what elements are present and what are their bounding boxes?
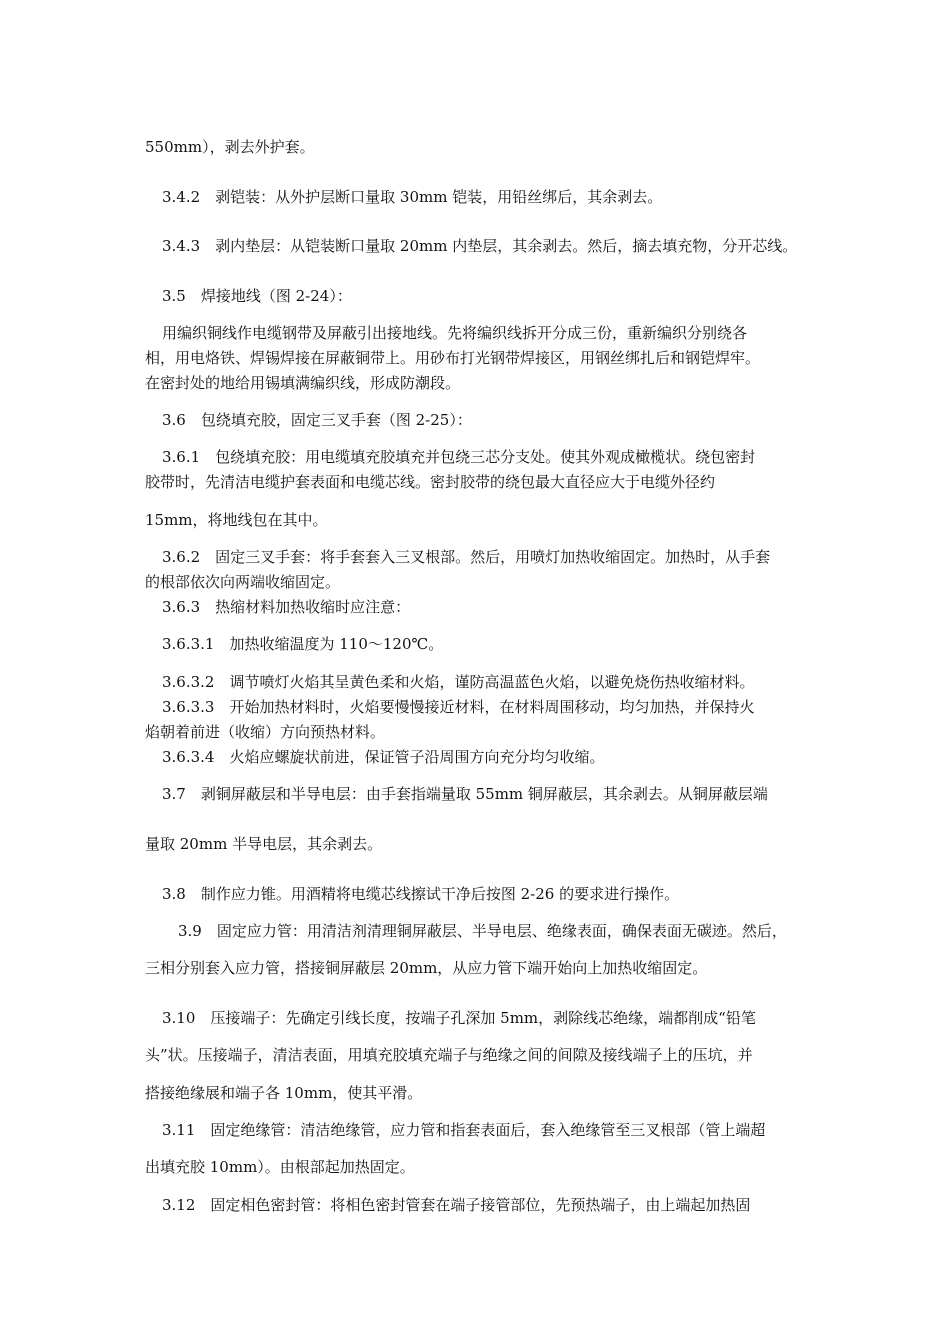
clause-3-11: 3.11 固定绝缘管：清洁绝缘管，应力管和指套表面后，套入绝缘管至三叉根部（管上端超 [162, 1121, 766, 1139]
text-line: 量取 20mm 半导电层，其余剥去。 [145, 835, 383, 853]
text-line: 的根部依次向两端收缩固定。 [145, 573, 341, 591]
text-line: 焰朝着前进（收缩）方向预热材料。 [145, 723, 386, 741]
text-line: 相，用电烙铁、焊锡焊接在屏蔽铜带上。用砂布打光钢带焊接区，用钢丝绑扎后和钢铠焊牢。 [145, 349, 761, 367]
clause-3-10: 3.10 压接端子：先确定引线长度，按端子孔深加 5mm，剥除线芯绝缘，端都削成“铅笔 [162, 1009, 756, 1027]
clause-3-6-3: 3.6.3 热缩材料加热收缩时应注意： [162, 598, 411, 616]
clause-3-6-2: 3.6.2 固定三叉手套：将手套套入三叉根部。然后，用喷灯加热收缩固定。加热时，从手套 [162, 548, 771, 566]
clause-3-6-3-2: 3.6.3.2 调节喷灯火焰其呈黄色柔和火焰，谨防高温蓝色火焰，以避免烧伤热收缩材料。 [162, 673, 755, 691]
clause-3-5: 3.5 焊接地线（图 2-24）： [162, 287, 352, 305]
clause-3-7: 3.7 剥铜屏蔽层和半导电层：由手套指端量取 55mm 铜屏蔽层，其余剥去。从铜屏蔽层端 [162, 785, 768, 803]
clause-3-4-3: 3.4.3 剥内垫层：从铠装断口量取 20mm 内垫层，其余剥去。然后，摘去填充物，分开芯线。 [162, 237, 798, 255]
clause-3-6-3-4: 3.6.3.4 火焰应螺旋状前进，保证管子沿周围方向充分均匀收缩。 [162, 748, 605, 766]
text-line: 550mm），剥去外护套。 [145, 138, 315, 156]
text-line: 三相分别套入应力管，搭接铜屏蔽层 20mm，从应力管下端开始向上加热收缩固定。 [145, 959, 708, 977]
text-line: 头”状。压接端子，清洁表面，用填充胶填充端子与绝缘之间的间隙及接线端子上的压坑，并 [145, 1046, 753, 1064]
clause-3-6-3-3: 3.6.3.3 开始加热材料时，火焰要慢慢接近材料，在材料周围移动，均匀加热，并保持火 [162, 698, 755, 716]
clause-3-6-1: 3.6.1 包绕填充胶：用电缆填充胶填充并包绕三芯分支处。使其外观成橄榄状。绕包密封 [162, 448, 756, 466]
text-line: 用编织铜线作电缆钢带及屏蔽引出接地线。先将编织线拆开分成三份，重新编织分别绕各 [162, 324, 748, 342]
text-line: 15mm，将地线包在其中。 [145, 511, 328, 529]
text-line: 搭接绝缘展和端子各 10mm，使其平滑。 [145, 1084, 423, 1102]
clause-3-9: 3.9 固定应力管：用清洁剂清理铜屏蔽层、半导电层、绝缘表面，确保表面无碳迹。然后， [178, 922, 787, 940]
text-line: 在密封处的地给用锡填满编织线，形成防潮段。 [145, 374, 461, 392]
clause-3-8: 3.8 制作应力锥。用酒精将电缆芯线擦试干净后按图 2-26 的要求进行操作。 [162, 885, 680, 903]
clause-3-6: 3.6 包绕填充胶，固定三叉手套（图 2-25）： [162, 411, 472, 429]
text-line: 胶带时，先清洁电缆护套表面和电缆芯线。密封胶带的绕包最大直径应大于电缆外径约 [145, 473, 716, 491]
clause-3-4-2: 3.4.2 剥铠装：从外护层断口量取 30mm 铠装，用铅丝绑后，其余剥去。 [162, 188, 663, 206]
clause-3-12: 3.12 固定相色密封管：将相色密封管套在端子接管部位，先预热端子，由上端起加热固 [162, 1196, 751, 1214]
clause-3-6-3-1: 3.6.3.1 加热收缩温度为 110～120℃。 [162, 635, 444, 653]
text-line: 出填充胶 10mm）。由根部起加热固定。 [145, 1158, 415, 1176]
